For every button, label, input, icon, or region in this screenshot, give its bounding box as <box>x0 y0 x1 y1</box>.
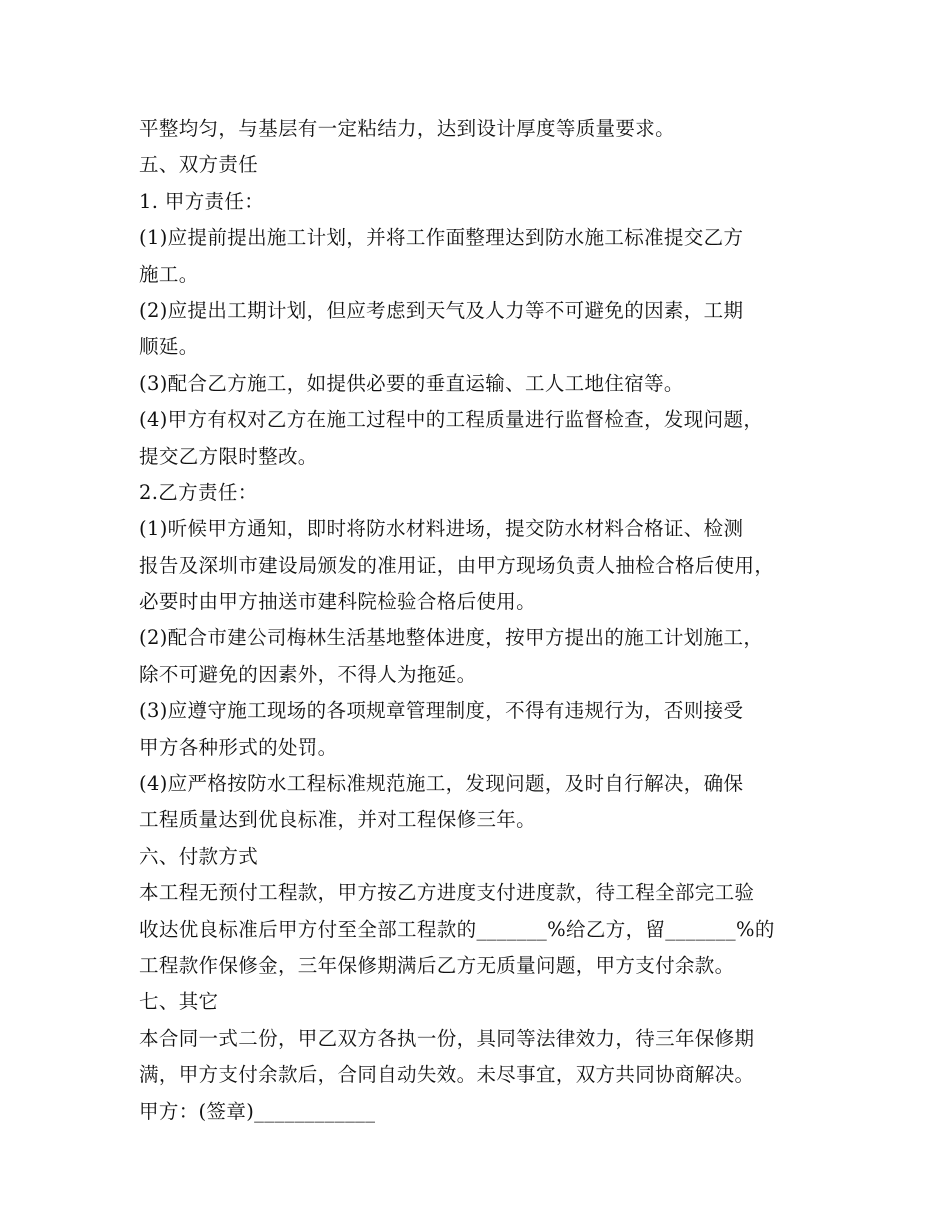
section-heading-payment: 六、付款方式 <box>139 844 259 868</box>
text-line: 施工。 <box>139 262 199 286</box>
section-heading-other: 七、其它 <box>139 990 219 1014</box>
section-heading-responsibilities: 五、双方责任 <box>139 153 259 177</box>
text-line: (1)听候甲方通知，即时将防水材料进场，提交防水材料合格证、检测 <box>139 517 744 541</box>
text-line: 甲方各种形式的处罚。 <box>139 735 338 759</box>
text-line: (4)应严格按防水工程标准规范施工，发现问题，及时自行解决，确保 <box>139 772 744 796</box>
text-line-with-blanks: 收达优良标准后甲方付至全部工程款的_______%给乙方，留_______%的 <box>139 917 775 941</box>
text-line: (2)配合市建公司梅林生活基地整体进度，按甲方提出的施工计划施工， <box>139 626 764 650</box>
text-line: 本合同一式二份，甲乙双方各执一份，具同等法律效力，待三年保修期 <box>139 1026 755 1050</box>
subheading-party-a: 1. 甲方责任： <box>139 189 265 213</box>
text-line: 满，甲方支付余款后，合同自动失效。未尽事宜，双方共同协商解决。 <box>139 1063 755 1087</box>
text-line: 除不可避免的因素外，不得人为拖延。 <box>139 662 477 686</box>
text-line: (2)应提出工期计划，但应考虑到天气及人力等不可避免的因素，工期 <box>139 298 744 322</box>
text-line: 提交乙方限时整改。 <box>139 444 318 468</box>
text-line: 工程质量达到优良标准，并对工程保修三年。 <box>139 808 537 832</box>
text-line: 本工程无预付工程款，甲方按乙方进度支付进度款，待工程全部完工验 <box>139 881 755 905</box>
text-line: (3)应遵守施工现场的各项规章管理制度，不得有违规行为，否则接受 <box>139 699 744 723</box>
text-line: 平整均匀，与基层有一定粘结力，达到设计厚度等质量要求。 <box>139 117 675 140</box>
document-body <box>139 111 839 1130</box>
text-line: (1)应提前提出施工计划，并将工作面整理达到防水施工标准提交乙方 <box>139 226 744 250</box>
text-line: 工程款作保修金，三年保修期满后乙方无质量问题，甲方支付余款。 <box>139 953 735 977</box>
text-line: 顺延。 <box>139 335 199 359</box>
subheading-party-b: 2.乙方责任： <box>139 480 258 504</box>
text-line: (4)甲方有权对乙方在施工过程中的工程质量进行监督检查，发现问题， <box>139 408 764 432</box>
text-line: 必要时由甲方抽送市建科院检验合格后使用。 <box>139 590 537 614</box>
signature-line-party-a: 甲方：(签章)____________ <box>139 1099 376 1123</box>
text-line: 报告及深圳市建设局颁发的准用证，由甲方现场负责人抽检合格后使用， <box>139 553 775 577</box>
text-line: (3)配合乙方施工，如提供必要的垂直运输、工人工地住宿等。 <box>139 371 684 395</box>
